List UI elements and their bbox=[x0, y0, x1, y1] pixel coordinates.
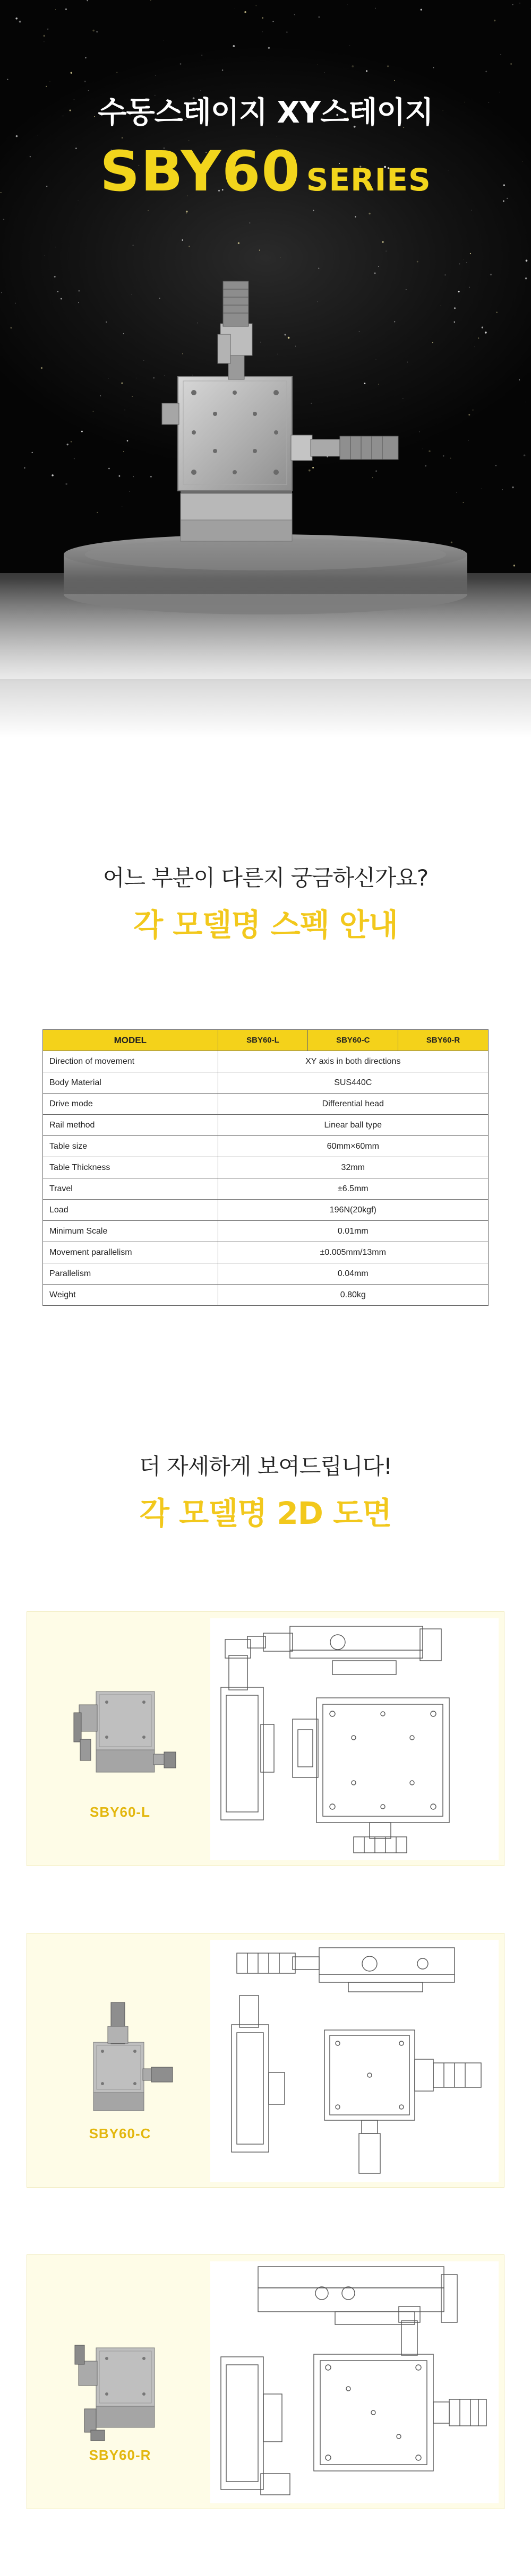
hero-series-suffix: SERIES bbox=[306, 162, 431, 198]
panel-model-label: SBY60-C bbox=[89, 2126, 151, 2141]
specs-question: 어느 부분이 다른지 궁금하신가요? bbox=[102, 865, 429, 891]
star bbox=[87, 0, 88, 1]
star bbox=[71, 72, 72, 74]
star bbox=[500, 54, 501, 55]
star bbox=[47, 29, 48, 30]
table-row bbox=[43, 1094, 489, 1115]
table-row bbox=[43, 1115, 489, 1136]
table-row bbox=[43, 1051, 489, 1072]
spec-header-model: MODEL bbox=[43, 1030, 218, 1051]
spec-value: XY axis in both directions bbox=[218, 1051, 488, 1072]
spec-label: Parallelism bbox=[43, 1263, 218, 1285]
star bbox=[16, 135, 18, 137]
star bbox=[394, 80, 395, 81]
spec-table bbox=[42, 1029, 489, 1306]
star bbox=[352, 65, 354, 67]
spec-label: Weight bbox=[43, 1285, 218, 1306]
star bbox=[43, 35, 45, 37]
star bbox=[150, 0, 151, 1]
star bbox=[313, 210, 314, 211]
hero-model-name: SBY60 bbox=[100, 139, 301, 204]
star bbox=[268, 47, 270, 49]
star bbox=[512, 4, 513, 5]
spec-label: Body Material bbox=[43, 1072, 218, 1094]
spec-header-model-c: SBY60-C bbox=[308, 1030, 398, 1051]
star bbox=[96, 31, 98, 32]
spec-table-header-row bbox=[43, 1030, 489, 1051]
star bbox=[249, 222, 250, 223]
drawings-question: 더 자세하게 보여드립니다! bbox=[139, 1453, 392, 1479]
spec-label: Table Thickness bbox=[43, 1157, 218, 1178]
star bbox=[421, 9, 422, 11]
spec-label: Table size bbox=[43, 1136, 218, 1157]
star bbox=[294, 14, 295, 15]
star bbox=[222, 70, 223, 71]
star bbox=[349, 45, 350, 46]
spec-label: Rail method bbox=[43, 1115, 218, 1136]
spec-value: SUS440C bbox=[218, 1072, 488, 1094]
table-row bbox=[43, 1285, 489, 1306]
star bbox=[387, 65, 389, 67]
spec-value: 0.01mm bbox=[218, 1221, 488, 1242]
star bbox=[3, 219, 4, 220]
star bbox=[272, 21, 273, 22]
spec-label: Drive mode bbox=[43, 1094, 218, 1115]
spec-value: Differential head bbox=[218, 1094, 488, 1115]
star bbox=[85, 57, 86, 58]
product-photo-sby60-l bbox=[27, 1612, 213, 1867]
table-row bbox=[43, 1157, 489, 1178]
hero-series-title bbox=[0, 139, 531, 204]
table-row bbox=[43, 1263, 489, 1285]
product-photo-sby60-r bbox=[27, 2255, 213, 2510]
star bbox=[186, 213, 187, 214]
spec-table-wrapper bbox=[42, 1029, 489, 1306]
hero-title: 수동스테이지 XY스테이지 bbox=[98, 96, 433, 130]
drawing-panel-sby60-l bbox=[27, 1611, 504, 1866]
star bbox=[510, 64, 511, 65]
table-row bbox=[43, 1221, 489, 1242]
table-row bbox=[43, 1136, 489, 1157]
star bbox=[244, 11, 246, 13]
star bbox=[65, 8, 67, 10]
star bbox=[201, 55, 202, 56]
star bbox=[84, 81, 86, 82]
panel-model-label: SBY60-R bbox=[89, 2447, 151, 2463]
spec-header-model-r: SBY60-R bbox=[398, 1030, 489, 1051]
star bbox=[19, 21, 21, 23]
spec-value: 0.04mm bbox=[218, 1263, 488, 1285]
spec-label: Travel bbox=[43, 1178, 218, 1200]
technical-drawing-sby60-c bbox=[210, 1940, 499, 2182]
star bbox=[262, 18, 263, 19]
drawing-panel-sby60-c bbox=[27, 1933, 504, 2188]
star bbox=[182, 239, 183, 240]
star bbox=[355, 216, 356, 217]
spec-label: Minimum Scale bbox=[43, 1221, 218, 1242]
star bbox=[46, 86, 47, 87]
star bbox=[92, 30, 95, 32]
table-row bbox=[43, 1242, 489, 1263]
spec-header-model-l: SBY60-L bbox=[218, 1030, 308, 1051]
drawings-heading: 각 모델명 2D 도면 bbox=[139, 1495, 392, 1531]
spec-value: ±0.005mm/13mm bbox=[218, 1242, 488, 1263]
star bbox=[485, 71, 487, 72]
technical-drawing-sby60-l bbox=[210, 1618, 499, 1860]
spec-label: Movement parallelism bbox=[43, 1242, 218, 1263]
star bbox=[15, 18, 18, 20]
drawing-panel-sby60-r bbox=[27, 2254, 504, 2509]
specs-section-heading bbox=[0, 861, 531, 944]
spec-value: Linear ball type bbox=[218, 1115, 488, 1136]
star bbox=[186, 211, 188, 213]
spec-value: ±6.5mm bbox=[218, 1178, 488, 1200]
table-row bbox=[43, 1200, 489, 1221]
star bbox=[319, 16, 320, 18]
star bbox=[286, 31, 287, 32]
product-photo-sby60-c bbox=[27, 1933, 213, 2188]
star bbox=[369, 213, 370, 214]
star bbox=[180, 63, 182, 65]
star bbox=[122, 137, 123, 138]
star bbox=[433, 67, 434, 68]
hero-fade-overlay bbox=[0, 578, 531, 738]
panel-model-label: SBY60-L bbox=[90, 1804, 150, 1820]
drawings-section-heading bbox=[0, 1449, 531, 1533]
table-row bbox=[43, 1072, 489, 1094]
hero-banner bbox=[0, 0, 531, 738]
star bbox=[262, 31, 263, 32]
technical-drawing-sby60-r bbox=[210, 2261, 499, 2503]
spec-value: 196N(20kgf) bbox=[218, 1200, 488, 1221]
star bbox=[7, 79, 8, 80]
spec-label: Load bbox=[43, 1200, 218, 1221]
drawing-panels bbox=[0, 1611, 531, 2509]
star bbox=[382, 241, 383, 242]
star bbox=[233, 45, 235, 47]
table-row bbox=[43, 1178, 489, 1200]
spec-value: 32mm bbox=[218, 1157, 488, 1178]
spec-value: 60mm×60mm bbox=[218, 1136, 488, 1157]
spec-label: Direction of movement bbox=[43, 1051, 218, 1072]
spec-value: 0.80kg bbox=[218, 1285, 488, 1306]
specs-heading: 각 모델명 스펙 안내 bbox=[133, 907, 398, 943]
star bbox=[366, 70, 367, 72]
star bbox=[494, 20, 495, 21]
